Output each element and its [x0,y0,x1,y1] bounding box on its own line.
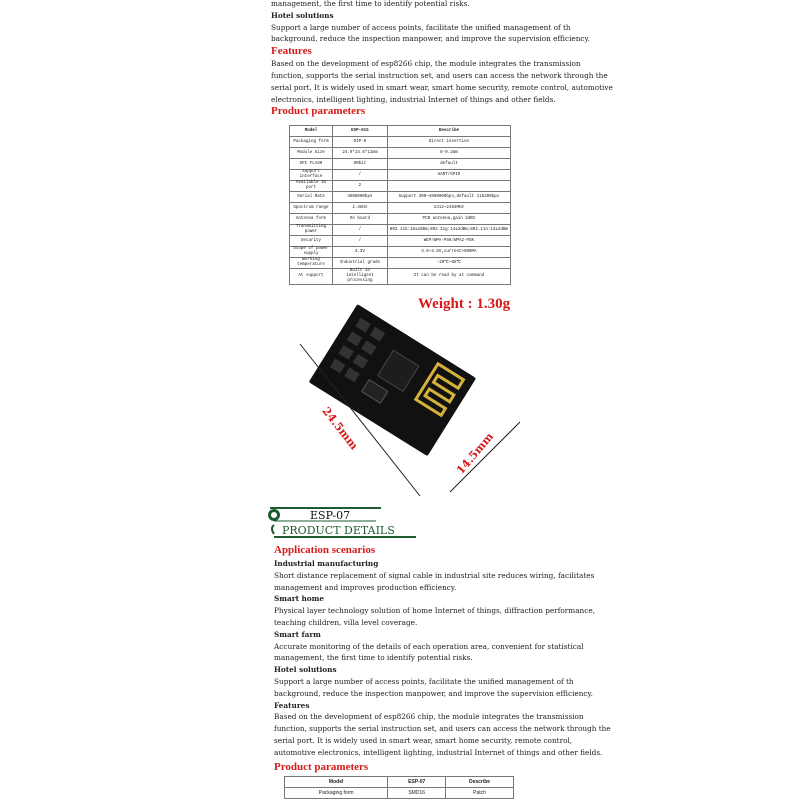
params-table-esp07 [284,776,514,799]
table-cell: PCB antenna,gain 2dBI [387,214,510,225]
table-row [290,203,511,214]
table-cell: At support [290,269,333,285]
text-line: Accurate monitoring of the details of each operation area, convenient for statistical [274,641,584,651]
table-row [290,236,511,247]
text-line: Support a large number of access points, facilitate the unified management of th [274,676,574,686]
table-cell: Packaging form [285,788,388,799]
app-heading: Application scenarios [274,544,376,556]
table-cell: Working temperature [290,258,333,269]
text-line: Based on the development of esp8266 chip, the module integrates the transmission [271,59,581,69]
table-row [290,170,511,181]
text-line: background, reduce the inspection manpower, and improve the supervision efficiency. [274,688,593,698]
product-details-title: PRODUCT DETAILS [282,524,395,537]
table-cell: / [332,236,387,247]
table-cell: WEP/WPA-PSK/WPA2-PSK [387,236,510,247]
table-row [290,258,511,269]
table-cell: Patch [446,788,514,799]
text-line: management, the first time to identify potential risks. [271,0,470,8]
table-cell: Transmitting power [290,225,333,236]
table-cell: 802.11b:16±2dBm;802.11g:14±2dBm;802.11n:13±2dBm [387,225,510,236]
table-cell: default [387,159,510,170]
col-header: Describe [387,126,510,137]
text-line: serial port. It is widely used in smart wear, smart home security, remote control, [274,735,573,745]
text-line: Based on the development of esp8266 chip, the module integrates the transmission [274,712,584,722]
length-dimension: 24.5mm [319,404,361,453]
text-line: function, supports the serial instruction set, and users can access the network through the [274,724,611,734]
text-line: management and improves production efficiency. [274,582,457,592]
section-title: Smart home [274,594,325,604]
table-cell: 3.3V [332,247,387,258]
text-line: automotive electronics, intelligent lighting, industrial Internet of things and other fields. [274,747,603,757]
col-header: Model [290,126,333,137]
table-cell: Direct insertion [387,137,510,148]
col-header: ESP-07 [388,777,446,788]
params-heading: Product parameters [274,760,369,773]
section-title: Industrial manufacturing [274,559,379,568]
table-cell [387,181,510,192]
product-photo [270,282,540,502]
text-line: Short distance replacement of signal cable in industrial site reduces wiring, facilitates [274,570,595,580]
table-cell: Industrial grade [332,258,387,269]
table-cell: Antenna form [290,214,333,225]
section-title: Smart farm [274,629,321,639]
width-dimension: 14.5mm [453,430,497,477]
table-cell: -20℃~85℃ [387,258,510,269]
table-cell: Serial Rate [290,192,333,203]
text-line: serial port. It is widely used in smart wear, smart home security, remote control, automotive [271,82,613,92]
table-cell: Security [290,236,333,247]
text-line: teaching children, villa level coverage. [274,617,418,627]
table-cell: Support 300~4608000bps,default 115200bps [387,192,510,203]
table-row [290,214,511,225]
table-cell: Built in intelligent processing [332,269,387,285]
table-cell: Scope of power supply [290,247,333,258]
col-header: Describe [446,777,514,788]
table-cell: 2412~2484MHz [387,203,510,214]
esp07-header [266,506,416,540]
section-title: Hotel solutions [271,10,334,20]
table-row [290,181,511,192]
esp07-section [274,543,611,775]
table-cell: Packaging form [290,137,333,148]
model-title: ESP-07 [310,509,351,522]
text-line: function, supports the serial instruction set, and users can access the network through the [271,70,608,80]
table-cell: / [332,225,387,236]
table-row [290,137,511,148]
table-cell: Spectrum range [290,203,333,214]
table-row [290,148,511,159]
table-row [290,159,511,170]
table-cell: UART/GPIO [387,170,510,181]
text-line: electronics, intelligent lighting, industrial Internet of things and other fields. [271,94,556,104]
params-heading: Product parameters [271,105,366,118]
table-cell: Module Size [290,148,333,159]
table-cell: It can be read by at command [387,269,510,285]
features-heading: Features [271,45,312,58]
section-title: Features [274,700,310,710]
table-cell: 2 [332,181,387,192]
table-cell: DIP-8 [332,137,387,148]
top-section [271,0,613,118]
table-row [290,225,511,236]
section-title: Hotel solutions [274,665,337,675]
table-cell: SPI FLASH [290,159,333,170]
table-cell: Support interface [290,170,333,181]
col-header: Model [285,777,388,788]
table-cell: 8Mbit [332,159,387,170]
text-line: background, reduce the inspection manpower, and improve the supervision efficiency. [271,34,590,44]
table-cell: / [332,170,387,181]
table-cell: 8-0.2mm [387,148,510,159]
table-cell: 4608000bps [332,192,387,203]
table-cell: Available IO port [290,181,333,192]
text-line: Support a large number of access points, facilitate the unified management of th [271,22,571,32]
text-line: management, the first time to identify potential risks. [274,653,473,663]
table-cell: 3.0~3.6V,current>500MA [387,247,510,258]
table-row [290,247,511,258]
table-row [290,192,511,203]
table-row [285,788,514,799]
table-cell: On board [332,214,387,225]
table-cell: SMD16 [388,788,446,799]
text-line: Physical layer technology solution of home Internet of things, diffraction performance, [274,606,595,616]
table-cell: 2.4GHz [332,203,387,214]
params-table-esp01s [289,125,511,285]
col-header: ESP-01S [332,126,387,137]
table-cell: 24.9*14.6*11mm [332,148,387,159]
weight-label: Weight : 1.30g [418,296,511,312]
